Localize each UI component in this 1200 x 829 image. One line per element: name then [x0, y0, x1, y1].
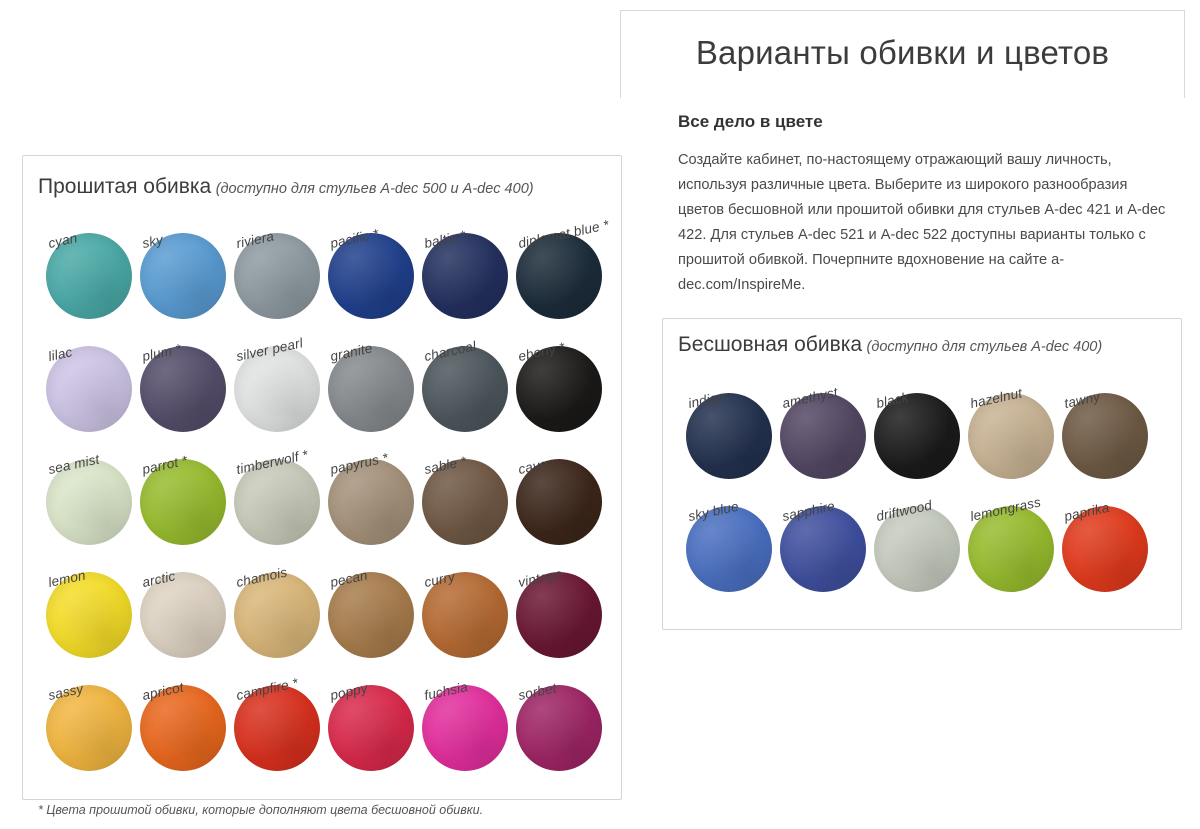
swatch-label: pecan: [328, 567, 369, 590]
swatch-label: tawny: [1062, 388, 1102, 411]
swatch-label: black: [874, 389, 910, 411]
color-swatch[interactable]: [46, 210, 140, 323]
swatch-label: hazelnut: [968, 385, 1024, 411]
swatch-label: plum *: [140, 341, 183, 364]
color-swatch[interactable]: [1062, 370, 1156, 483]
color-swatch[interactable]: [328, 662, 422, 775]
swatch-label: pacific *: [328, 226, 381, 251]
swatch-label: poppy: [328, 680, 369, 703]
swatch-label: timberwolf *: [234, 447, 310, 477]
swatch-label: lemongrass: [968, 494, 1043, 524]
color-swatch[interactable]: [328, 549, 422, 662]
page-title: Варианты обивки и цветов: [695, 34, 1110, 71]
color-swatch[interactable]: [968, 483, 1062, 596]
swatch-label: parrot *: [140, 452, 189, 477]
footnote: * Цвета прошитой обивки, которые дополняют цвета бесшовной обивки.: [38, 803, 484, 817]
color-swatch[interactable]: [516, 549, 610, 662]
swatch-label: diplomat blue *: [516, 217, 611, 251]
swatch-label: indigo: [686, 388, 727, 411]
swatch-label: lilac: [46, 344, 74, 364]
intro-paragraph: Создайте кабинет, по-настоящему отражающий вашу личность, используя различные цвета. Выберите из широкого разнообразия цветов бесшовной или прошитой обивки для стульев A-dec 421 и A-dec 422. Для стульев A-dec 521 и A-dec 522 доступны варианты только с прошитой обивкой. Почерпните вдохновение на сайте a-dec.com/InspireMe.: [678, 152, 1166, 293]
stitched-panel-heading: [38, 175, 534, 199]
color-swatch[interactable]: [140, 436, 234, 549]
swatch-label: cave: [516, 456, 549, 477]
color-swatch[interactable]: [46, 549, 140, 662]
color-swatch[interactable]: [780, 483, 874, 596]
swatch-label: sky: [140, 231, 165, 251]
swatch-label: curry: [422, 568, 457, 590]
swatch-label: papyrus *: [328, 450, 390, 477]
swatch-label: lemon: [46, 567, 87, 590]
color-swatch[interactable]: [422, 210, 516, 323]
color-swatch[interactable]: [140, 662, 234, 775]
color-swatch[interactable]: [516, 662, 610, 775]
swatch-label: charcoal: [422, 338, 478, 364]
color-swatch[interactable]: [234, 210, 328, 323]
color-swatch[interactable]: [234, 549, 328, 662]
color-swatch[interactable]: [234, 436, 328, 549]
color-swatch[interactable]: [422, 662, 516, 775]
color-swatch[interactable]: [874, 370, 968, 483]
stitched-swatch-grid: [46, 210, 610, 775]
swatch-label: apricot: [140, 679, 186, 703]
color-swatch[interactable]: [46, 662, 140, 775]
color-swatch[interactable]: [1062, 483, 1156, 596]
color-swatch[interactable]: [140, 323, 234, 436]
color-swatch[interactable]: [686, 370, 780, 483]
swatch-label: silver pearl: [234, 335, 305, 364]
color-swatch[interactable]: [140, 549, 234, 662]
color-swatch[interactable]: [780, 370, 874, 483]
seamless-swatch-grid: [686, 370, 1156, 596]
color-swatch[interactable]: [686, 483, 780, 596]
color-swatch[interactable]: [422, 436, 516, 549]
color-swatch[interactable]: [46, 323, 140, 436]
color-swatch[interactable]: [234, 323, 328, 436]
swatch-label: fuchsia: [422, 679, 470, 703]
swatch-label: vintage: [516, 565, 564, 590]
color-swatch[interactable]: [516, 436, 610, 549]
swatch-label: sorbet: [516, 680, 558, 703]
swatch-label: sky blue: [686, 498, 741, 524]
seamless-heading-main: Бесшовная обивка: [678, 333, 863, 356]
color-swatch[interactable]: [234, 662, 328, 775]
color-swatch[interactable]: [328, 323, 422, 436]
seamless-heading-sub: (доступно для стульев A-dec 400): [866, 339, 1103, 355]
swatch-label: riviera: [234, 228, 276, 251]
swatch-label: driftwood: [874, 497, 934, 524]
color-swatch[interactable]: [46, 436, 140, 549]
color-swatch[interactable]: [968, 370, 1062, 483]
swatch-label: sable *: [422, 453, 468, 477]
seamless-panel-heading: [678, 333, 1102, 357]
color-swatch[interactable]: [328, 210, 422, 323]
swatch-label: ebony *: [516, 339, 567, 364]
color-swatch[interactable]: [328, 436, 422, 549]
swatch-label: sapphire: [780, 498, 837, 524]
swatch-label: sea mist: [46, 451, 101, 477]
swatch-label: baltic *: [422, 227, 468, 251]
swatch-label: paprika: [1062, 499, 1111, 524]
stitched-heading-sub: (доступно для стульев A-dec 500 и A-dec 400): [215, 181, 534, 197]
swatch-label: granite: [328, 340, 374, 364]
color-swatch[interactable]: [874, 483, 968, 596]
swatch-label: amethyst: [780, 384, 840, 411]
intro-block: [678, 112, 1178, 298]
color-swatch[interactable]: [422, 323, 516, 436]
swatch-label: chamois: [234, 564, 289, 590]
swatch-label: cyan: [46, 230, 79, 251]
swatch-label: arctic: [140, 568, 177, 590]
swatch-label: campfire *: [234, 675, 300, 703]
intro-subtitle: Все дело в цвете: [678, 112, 823, 131]
color-swatch[interactable]: [516, 210, 610, 323]
color-swatch[interactable]: [140, 210, 234, 323]
swatch-label: sassy: [46, 680, 85, 703]
color-swatch[interactable]: [422, 549, 516, 662]
stitched-heading-main: Прошитая обивка: [38, 175, 212, 198]
color-swatch[interactable]: [516, 323, 610, 436]
